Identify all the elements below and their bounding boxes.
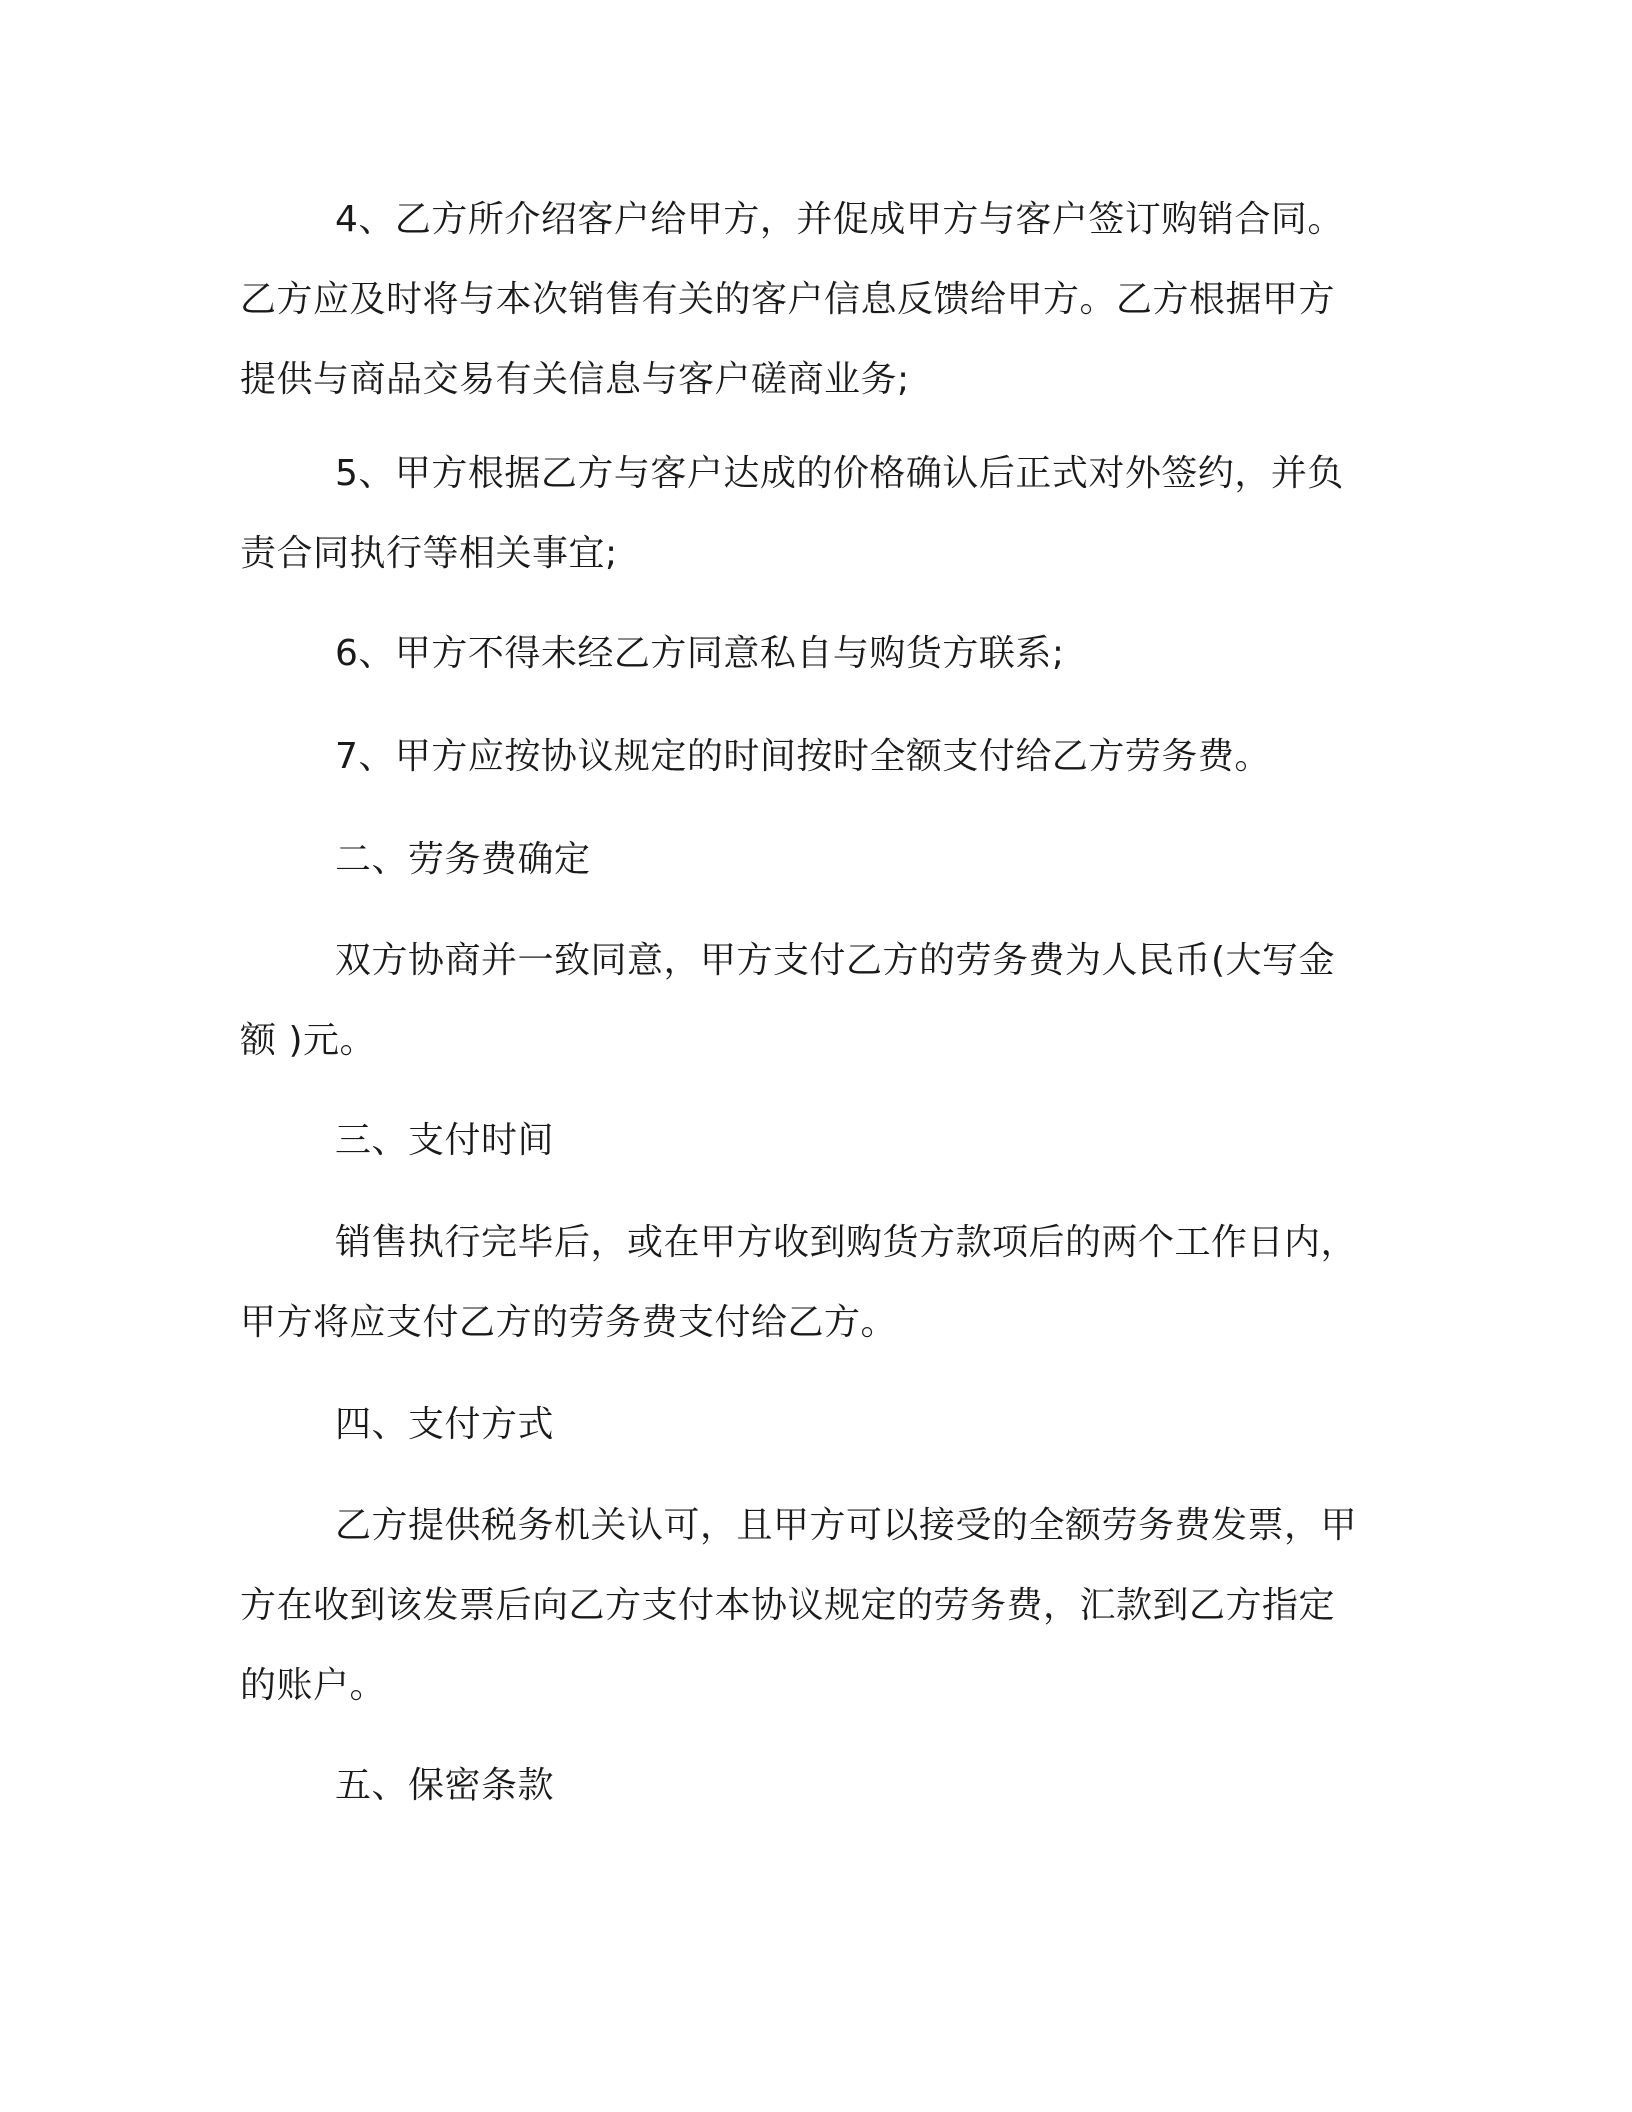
section-heading-payment-time: 三、支付时间	[335, 1120, 555, 1161]
clause-5-line-2: 责合同执行等相关事宜;	[240, 533, 618, 574]
payment-method-line-2: 方在收到该发票后向乙方支付本协议规定的劳务费，汇款到乙方指定	[240, 1585, 1336, 1626]
clause-5-line-1: 5、甲方根据乙方与客户达成的价格确认后正式对外签约，并负	[335, 453, 1344, 494]
clause-4-line-3: 提供与商品交易有关信息与客户磋商业务;	[240, 359, 910, 400]
section-heading-confidentiality: 五、保密条款	[335, 1765, 555, 1806]
payment-time-line-1: 销售执行完毕后，或在甲方收到购货方款项后的两个工作日内，	[335, 1222, 1358, 1263]
clause-6-line-1: 6、甲方不得未经乙方同意私自与购货方联系;	[335, 633, 1065, 674]
payment-method-line-3: 的账户。	[240, 1665, 387, 1706]
clause-4-line-1: 4、乙方所介绍客户给甲方，并促成甲方与客户签订购销合同。	[335, 199, 1344, 240]
clause-4-line-2: 乙方应及时将与本次销售有关的客户信息反馈给甲方。乙方根据甲方	[240, 279, 1336, 320]
payment-method-line-1: 乙方提供税务机关认可，且甲方可以接受的全额劳务费发票，甲	[335, 1505, 1358, 1546]
clause-7-line-1: 7、甲方应按协议规定的时间按时全额支付给乙方劳务费。	[335, 736, 1271, 777]
fee-body-line-2: 额 )元。	[240, 1020, 376, 1061]
payment-time-line-2: 甲方将应支付乙方的劳务费支付给乙方。	[240, 1302, 898, 1343]
section-heading-fee: 二、劳务费确定	[335, 839, 591, 880]
section-heading-payment-method: 四、支付方式	[335, 1404, 555, 1445]
fee-body-line-1: 双方协商并一致同意，甲方支付乙方的劳务费为人民币(大写金	[335, 940, 1336, 981]
